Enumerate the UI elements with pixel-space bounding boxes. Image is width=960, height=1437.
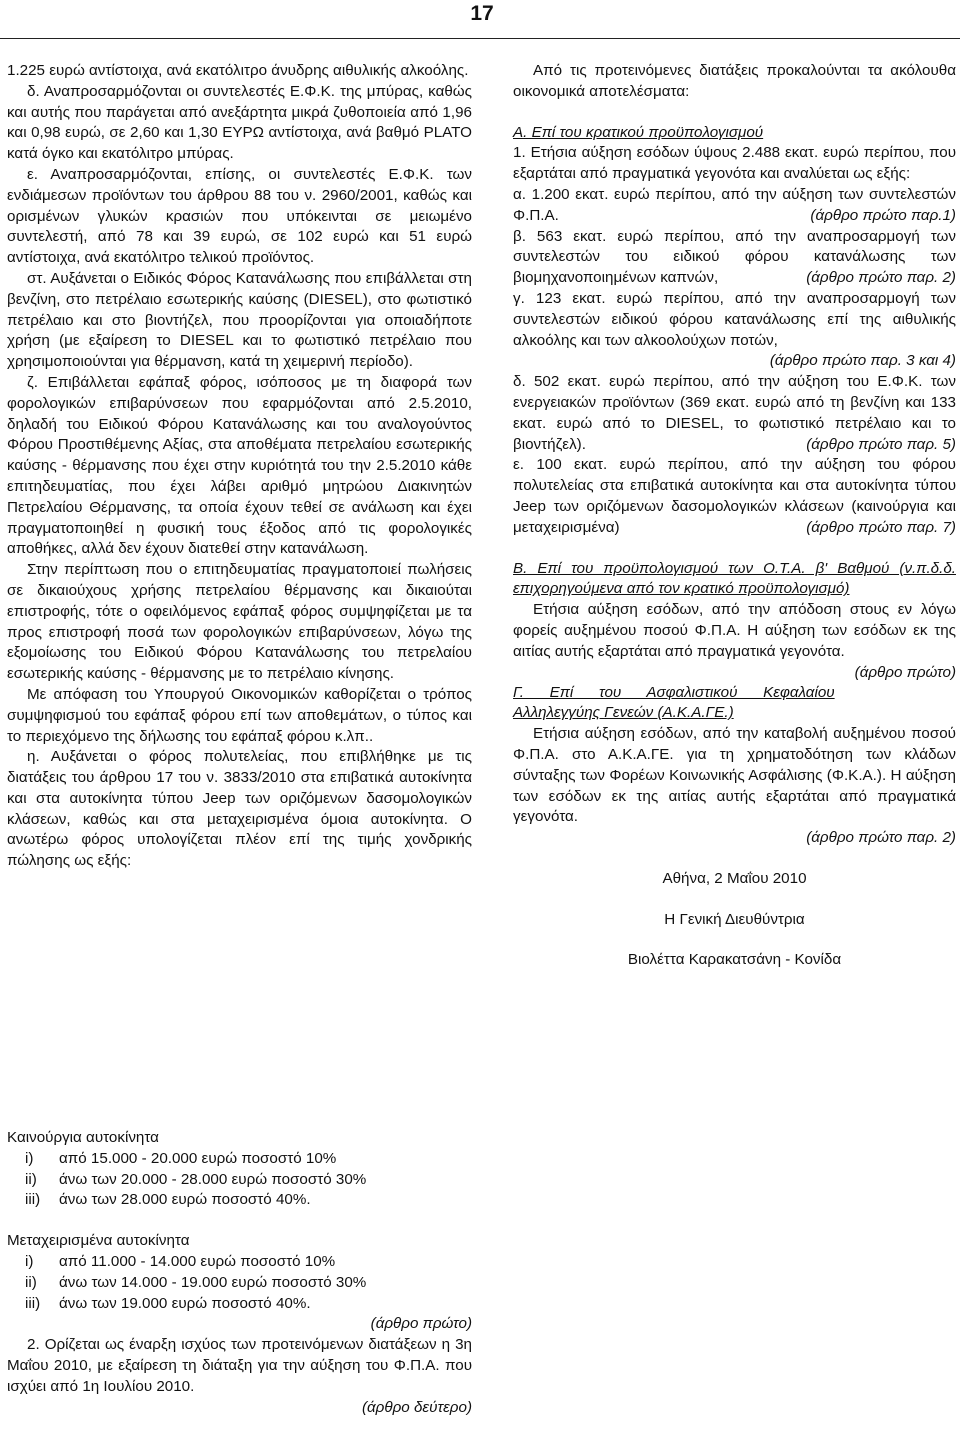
paragraph-article-two: 2. Ορίζεται ως έναρξη ισχύος των προτεινόμενων διατάξεων η 3η Μαΐου 2010, με εξαίρεση τη διάταξη για την αύξηση του Φ.Π.Α. που ισχύει από 1η Ιουλίου 2010.: [7, 1336, 472, 1395]
article-reference: (άρθρο δεύτερο): [361, 1398, 472, 1416]
list-item-number: ii): [25, 1170, 37, 1188]
list-item-text: άνω των 19.000 ευρώ ποσοστό 40%.: [59, 1294, 311, 1312]
revenue-item-text: δ. 502 εκατ. ευρώ περίπου, από την αύξηση του Ε.Φ.Κ. των ενεργειακών προϊόντων (369 εκατ. ευρώ από τη βενζίνη και 133 εκατ. ευρώ από το DIESEL, το φωτιστικό πετρέλαιο και το βιοντήζελ).: [513, 373, 956, 453]
list-item: [7, 1149, 472, 1170]
header-rule: [0, 38, 960, 39]
article-reference: (άρθρο πρώτο παρ.1): [810, 206, 956, 224]
revenue-item-alpha: [513, 185, 956, 227]
list-item: [7, 1294, 472, 1315]
section-c-text: Ετήσια αύξηση εσόδων, από την καταβολή αυξημένου ποσού Φ.Π.Α. στο Α.Κ.Α.ΓΕ. για τη χρηματοδότηση των κλάδων σύνταξης των Φορέων Κοινωνικής Ασφάλισης (Φ.Κ.Α.). Η αύξηση των εσόδων εκ της αιτίας αυτής εξαρτάται από πραγματικά γεγονότα.: [513, 725, 956, 826]
list-item: [7, 1170, 472, 1191]
section-c-heading: Γ. Επί του Ασφαλιστικού Κεφαλαίου Αλληλεγγύης Γενεών (Α.Κ.Α.ΓΕ.): [513, 683, 835, 722]
list-item-text: άνω των 28.000 ευρώ ποσοστό 40%.: [59, 1191, 311, 1209]
section-a-heading: Α. Επί του κρατικού προϋπολογισμού: [513, 123, 764, 141]
section-b-text: [513, 600, 956, 681]
article-reference: (άρθρο πρώτο παρ. 2): [806, 269, 956, 287]
signatory-title: Η Γενική Διευθύντρια: [664, 910, 805, 928]
article-reference: (άρθρο πρώτο): [370, 1315, 472, 1333]
paragraph-delta-beer: δ. Αναπροσαρμόζονται οι συντελεστές Ε.Φ.Κ. της μπύρας, καθώς και αυτής που παράγεται από ανεξάρτητα μικρά ζυθοποιεία από 1,96 και 0,98 ευρώ, σε 2,60 και 1,30 ΕΥΡΩ αντίστοιχα, ανά βαθμό PLATO κατά όγκο και εκατόλιτρο μπύρας.: [7, 82, 472, 163]
signatory-name: Βιολέττα Καρακατσάνη - Κονίδα: [627, 951, 842, 969]
revenue-item-text: α. 1.200 εκατ. ευρώ περίπου, από την αύξηση των συντελεστών Φ.Π.Α.: [513, 185, 956, 224]
revenue-item-gamma: γ. 123 εκατ. ευρώ περίπου, από την αναπροσαρμογή των συντελεστών ειδικού φόρου κατανάλωσης επί της αιθυλικής αλκοόλης και των αλκοολούχων ποτών,: [513, 289, 956, 349]
list-item-number: i): [25, 1252, 34, 1270]
revenue-item-text: ε. 100 εκατ. ευρώ περίπου, από την αύξηση του φόρου πολυτελείας στα επιβατικά αυτοκίνητα και στα αυτοκίνητα τύπου Jeep των οριζόμενων δασομολογικών κλάσεων (καινούργια και μεταχειρισμένα): [513, 456, 956, 536]
list-item: [7, 1273, 472, 1294]
article-reference: (άρθρο πρώτο παρ. 3 και 4): [769, 352, 956, 370]
list-item-text: από 15.000 - 20.000 ευρώ ποσοστό 10%: [59, 1149, 337, 1167]
article-reference: (άρθρο πρώτο παρ. 7): [806, 518, 956, 536]
place-date: Αθήνα, 2 Μαΐου 2010: [662, 869, 807, 887]
paragraph-zeta-one-off-tax: ζ. Επιβάλλεται εφάπαξ φόρος, ισόποσος με τη διαφορά των φορολογικών επιβαρύνσεων που εφαρμόζονται από 2.5.2010, δηλαδή του Ειδικού Φόρου Κατανάλωσης και του αναλογούντος Φόρου Προστιθέμενης Αξίας, στα αποθέματα πετρελαίου εσωτερικής καύσης - θέρμανσης που έχει στην κυριότητά του την 2.5.2010 κάθε επιτηδευματίας, που έχει λάβει αριθμό μητρώου Διακινητών Πετρελαίου Θέρμανσης, τα οποία έχουν τεθεί σε ανάλωση και έχει πραγματοποιηθεί η φυσική τους έξοδος από τις φορολογικές αποθήκες, αλλά δεν έχουν διατεθεί στην κατανάλωση.: [7, 373, 472, 558]
right-column: [513, 61, 956, 971]
used-cars-title: Μεταχειρισμένα αυτοκίνητα: [7, 1232, 190, 1250]
paragraph-epsilon-intermediate: ε. Αναπροσαρμόζονται, επίσης, οι συντελεστές Ε.Φ.Κ. των ενδιάμεσων προϊόντων του άρθρου 88 του ν. 2960/2001, καθώς και ορισμένων γλυκών κρασιών που υπόκεινται σε μειωμένο συντελεστή, από 78 και 39 ευρώ, σε 102 ευρώ και 51 ευρώ αντίστοιχα, ανά εκατόλιτρο τελικού προϊόντος.: [7, 165, 472, 267]
paragraph-offset: Στην περίπτωση που ο επιτηδευματίας πραγματοποιεί πωλήσεις σε δικαιούχους χρήσης πετρελαίου θέρμανσης και δικαιούται επιστροφής, τότε ο οφειλόμενος εφάπαξ φόρος συμψηφίζεται με τα προς επιστροφή ποσά των φορολογικών επιβαρύνσεων, λόγω της εξομοίωσης του Ειδικού Φόρου Κατανάλωσης του πετρελαίου εσωτερικής καύσης - θέρμανσης με το πετρέλαιο κίνησης.: [7, 561, 472, 683]
list-item: [7, 1252, 472, 1273]
list-item-number: ii): [25, 1273, 37, 1291]
list-item-text: από 11.000 - 14.000 ευρώ ποσοστό 10%: [59, 1252, 336, 1270]
revenue-item-delta: [513, 372, 956, 455]
list-item-number: iii): [25, 1294, 41, 1312]
paragraph-continuation: 1.225 ευρώ αντίστοιχα, ανά εκατόλιτρο άνυδρης αιθυλικής αλκοόλης.: [7, 62, 469, 79]
paragraph-eta-luxury-tax: η. Αυξάνεται ο φόρος πολυτελείας, που επιβλήθηκε με τις διατάξεις του άρθρου 17 του ν. 3833/2010 στα επιβατικά αυτοκίνητα και στα αυτοκίνητα τύπου Jeep των οριζόμενων δασομολογικών κλάσεων, καθώς και στα μεταχειρισμένα όμοια αυτοκίνητα. Ο ανωτέρω φόρος υπολογίζεται πλέον επί της τιμής χονδρικής πώλησης ως εξής:: [7, 748, 472, 870]
article-reference: (άρθρο πρώτο παρ. 2): [806, 829, 956, 847]
list-item-text: άνω των 14.000 - 19.000 ευρώ ποσοστό 30%: [59, 1273, 367, 1291]
revenue-item-epsilon: [513, 455, 956, 538]
paragraph-ministerial-decision: Με απόφαση του Υπουργού Οικονομικών καθορίζεται ο τρόπος συμψηφισμού του εφάπαξ φόρου επί των αποθεμάτων, ο τύπος και το περιεχόμενο της δήλωσης του εφάπαξ φόρου κ.λπ..: [7, 685, 472, 745]
section-a-item-1: 1. Ετήσια αύξηση εσόδων ύψους 2.488 εκατ. ευρώ περίπου, που εξαρτάται από πραγματικά γεγονότα και αναλύεται ως εξής:: [513, 144, 956, 183]
list-item-number: iii): [25, 1191, 41, 1209]
article-reference: (άρθρο πρώτο παρ. 5): [806, 435, 956, 453]
list-item-number: i): [25, 1149, 34, 1167]
revenue-item-text: β. 563 εκατ. ευρώ περίπου, από την αναπροσαρμογή των συντελεστών του ειδικού φόρου κατανάλωσης των βιομηχανοποιημένων καπνών,: [513, 227, 956, 287]
section-b-body: Ετήσια αύξηση εσόδων, από την απόδοση στους εν λόγω φορείς αυξημένου ποσού Φ.Π.Α. Η αύξηση των εσόδων εκ της αιτίας αυτής εξαρτάται από πραγματικά γεγονότα.: [513, 601, 956, 660]
left-column: [7, 61, 472, 872]
car-tax-lists: [7, 1128, 472, 1418]
section-b-heading: Β. Επί του προϋπολογισμού των Ο.Τ.Α. β' Βαθμού (ν.π.δ.δ. επιχορηγούμενα από τον κρατικό προϋπολογισμό): [513, 559, 956, 598]
revenue-item-beta: [513, 227, 956, 289]
new-cars-title: Καινούργια αυτοκίνητα: [7, 1129, 159, 1146]
paragraph-st-fuel: στ. Αυξάνεται ο Ειδικός Φόρος Κατανάλωσης που επιβάλλεται στη βενζίνη, στο πετρέλαιο εσωτερικής καύσης (DIESEL), στο φωτιστικό πετρέλαιο και στο βιοντήζελ, που προορίζονται για οποιαδήποτε χρήση (με εξαίρεση το DIESEL και το φωτιστικό πετρέλαιο που χρησιμοποιούνται για θέρμανση, κατά τη χειμερινή περίοδο).: [7, 269, 472, 371]
article-reference: (άρθρο πρώτο): [854, 663, 956, 681]
list-item-text: άνω των 20.000 - 28.000 ευρώ ποσοστό 30%: [59, 1170, 367, 1188]
page-number: 17: [470, 2, 494, 25]
list-item: [7, 1190, 472, 1211]
financial-intro: Από τις προτεινόμενες διατάξεις προκαλούνται τα ακόλουθα οικονομικά αποτελέσματα:: [513, 62, 956, 100]
